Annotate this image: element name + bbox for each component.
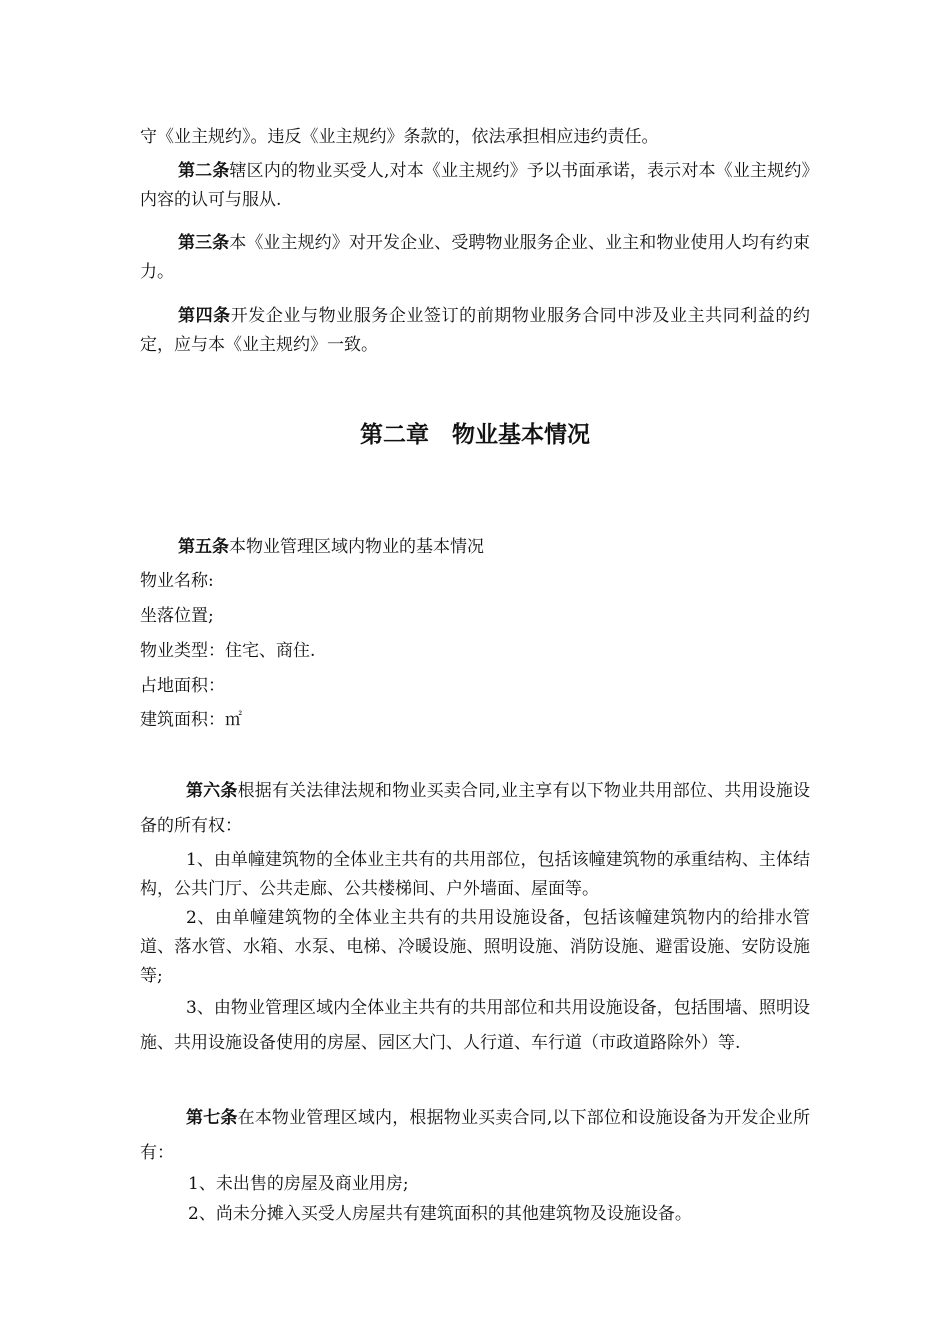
article-7-heading: 第七条	[186, 1108, 238, 1128]
article-6-heading: 第六条	[186, 781, 238, 801]
building-area: 建筑面积：㎡	[140, 710, 242, 730]
article-5-text: 本物业管理区域内物业的基本情况	[229, 537, 484, 557]
article-6-item-2: 2、由单幢建筑物的全体业主共有的共用设施设备，包括该幢建筑物内的给排水管道、落水管、水箱、水泵、电梯、冷暖设施、照明设施、消防设施、避雷设施、安防设施等;	[140, 908, 810, 986]
chapter-title: 第二章 物业基本情况	[360, 422, 590, 448]
article-7	[140, 1101, 810, 1171]
paragraph-continuation: 守《业主规约》。违反《业主规约》条款的，依法承担相应违约责任。	[140, 127, 659, 147]
article-3	[140, 229, 810, 287]
article-4	[140, 302, 810, 360]
article-2-heading: 第二条	[178, 161, 230, 181]
article-3-text: 本《业主规约》对开发企业、受聘物业服务企业、业主和物业使用人均有约束力。	[140, 233, 810, 282]
article-5-heading: 第五条	[178, 537, 229, 557]
article-2-text: 辖区内的物业买受人,对本《业主规约》予以书面承诺，表示对本《业主规约》内容的认可与服从.	[140, 161, 811, 210]
article-6-item-3: 3、由物业管理区域内全体业主共有的共用部位和共用设施设备，包括围墙、照明设施、共用设施设备使用的房屋、园区大门、人行道、车行道（市政道路除外）等.	[140, 998, 810, 1053]
article-4-heading: 第四条	[178, 306, 231, 326]
article-5	[178, 533, 484, 562]
article-6-item-1: 1、由单幢建筑物的全体业主共有的共用部位，包括该幢建筑物的承重结构、主体结构，公共门厅、公共走廊、公共楼梯间、户外墙面、屋面等。	[140, 850, 810, 899]
property-type: 物业类型：住宅、商住.	[140, 641, 316, 661]
article-6	[140, 774, 810, 844]
article-2	[140, 157, 810, 215]
property-name: 物业名称:	[140, 571, 214, 591]
article-7-item-1: 1、未出售的房屋及商业用房;	[188, 1174, 409, 1194]
property-location: 坐落位置;	[140, 606, 214, 626]
article-7-item-2: 2、尚未分摊入买受人房屋共有建筑面积的其他建筑物及设施设备。	[188, 1204, 692, 1224]
article-3-heading: 第三条	[178, 233, 230, 253]
article-4-text: 开发企业与物业服务企业签订的前期物业服务合同中涉及业主共同利益的约定，应与本《业主规约》一致。	[140, 306, 811, 355]
article-7-text: 在本物业管理区域内，根据物业买卖合同,以下部位和设施设备为开发企业所有：	[140, 1108, 811, 1163]
land-area: 占地面积：	[140, 676, 225, 696]
article-6-text: 根据有关法律法规和物业买卖合同,业主享有以下物业共用部位、共用设施设备的所有权：	[140, 781, 811, 836]
